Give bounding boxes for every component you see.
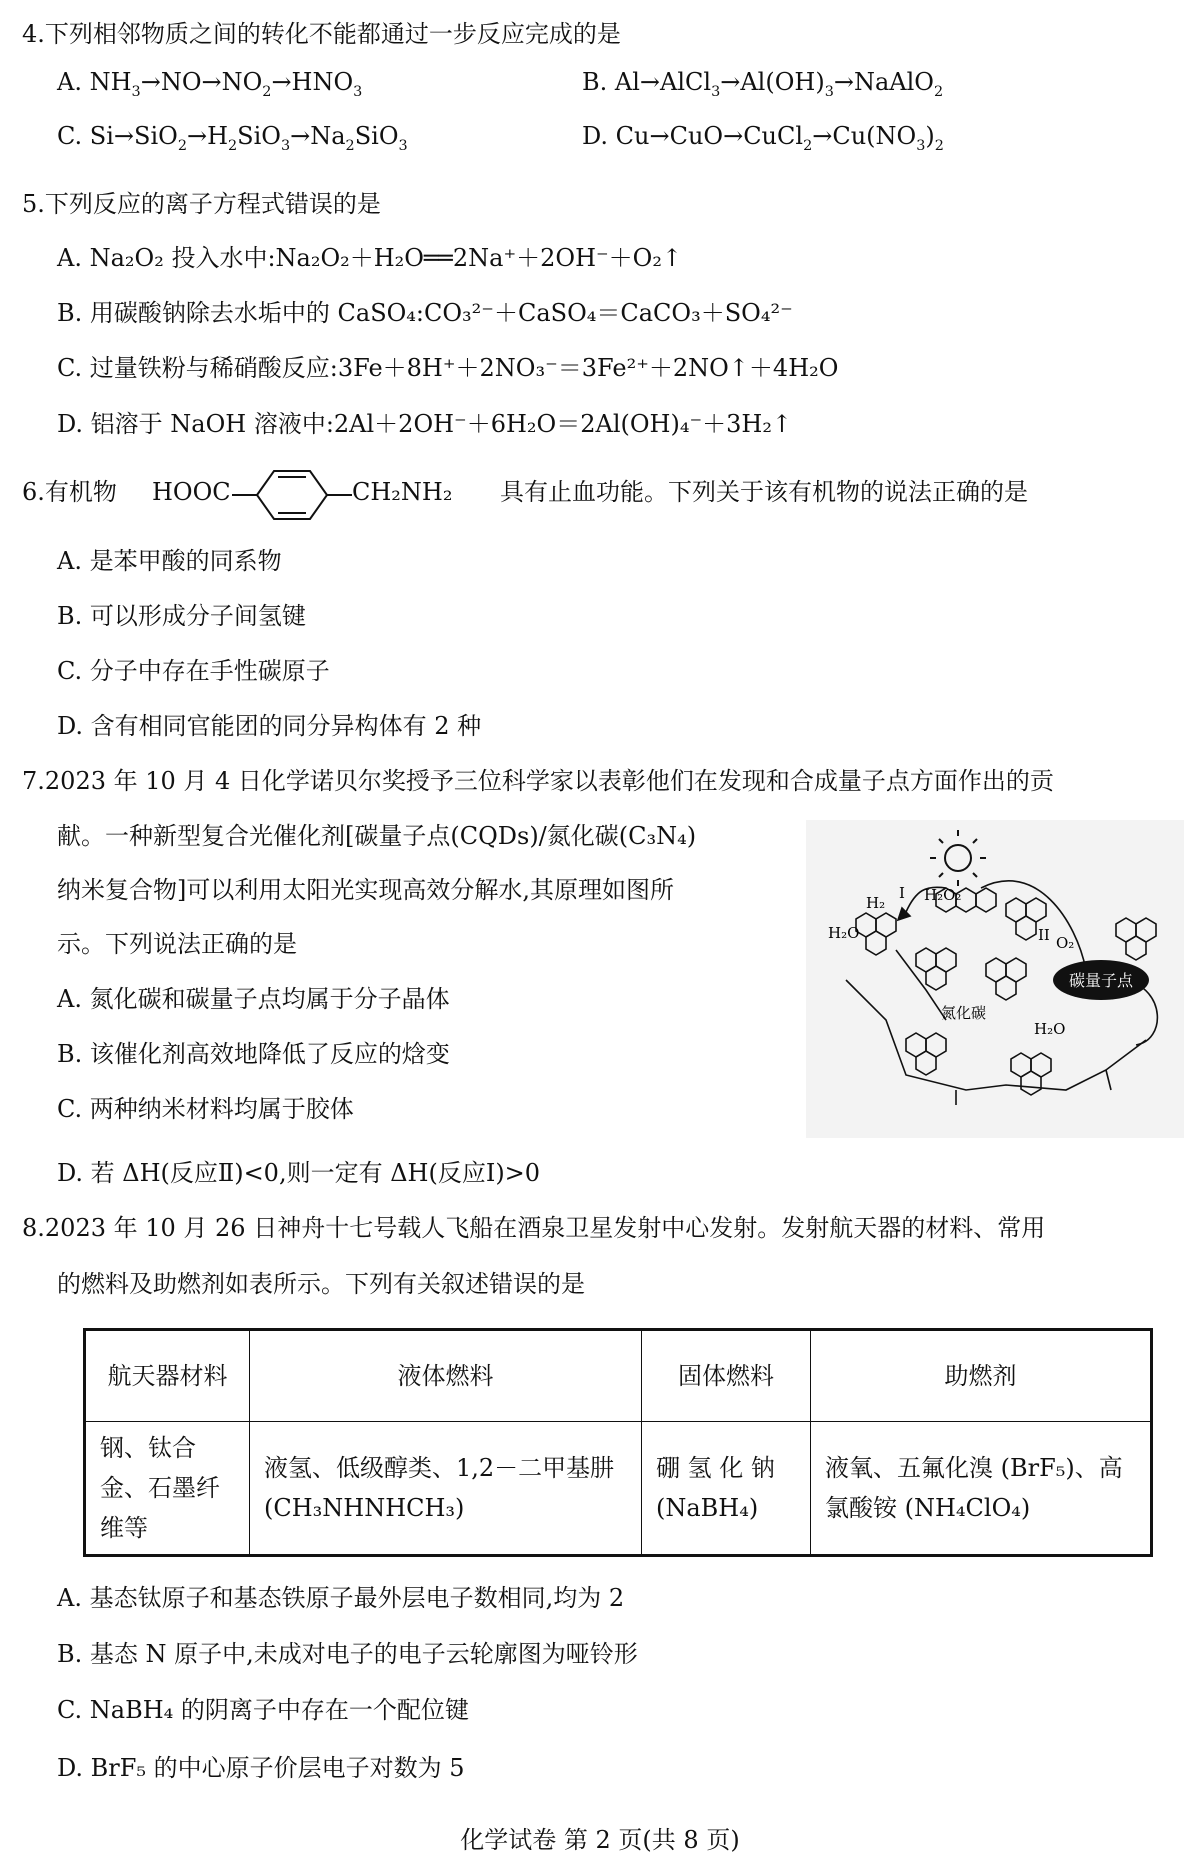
q8-option-c: C. NaBH₄ 的阴离子中存在一个配位键 <box>57 1696 469 1724</box>
h2o-right-label: H₂O <box>1034 1020 1066 1038</box>
q7-stem-line2: 献。一种新型复合光催化剂[碳量子点(CQDs)/氮化碳(C₃N₄) <box>57 822 697 850</box>
table-cell: 钢、钛合金、石墨纤维等 <box>85 1422 250 1556</box>
q8-stem-line1: 8.2023 年 10 月 26 日神舟十七号载人飞船在酒泉卫星发射中心发射。发射航天器的材料、常用 <box>22 1214 1046 1242</box>
q7-option-d: D. 若 ΔH(反应Ⅱ)<0,则一定有 ΔH(反应Ⅰ)>0 <box>57 1159 541 1187</box>
q6-stem-suffix: 具有止血功能。下列关于该有机物的说法正确的是 <box>500 478 1028 506</box>
q4-option-d: D. $Cu\to CuO\to CuCl_2\to Cu(NO_3)_2$ <box>582 122 944 154</box>
q4-stem: 4.下列相邻物质之间的转化不能都通过一步反应完成的是 <box>22 20 621 48</box>
q7-stem-line4: 示。下列说法正确的是 <box>57 930 297 958</box>
spacecraft-materials-table <box>83 1328 1153 1557</box>
reaction-1-label: I <box>899 884 905 902</box>
q6-option-b: B. 可以形成分子间氢键 <box>57 602 306 630</box>
h2-label: H₂ <box>866 894 886 912</box>
table-header: 助燃剂 <box>811 1330 1152 1422</box>
h2o-left-label: H₂O <box>828 924 860 942</box>
q7-stem-line1: 7.2023 年 10 月 4 日化学诺贝尔奖授予三位科学家以表彰他们在发现和合成量子点方面作出的贡 <box>22 767 1054 795</box>
q8-option-b: B. 基态 N 原子中,未成对电子的电子云轮廓图为哑铃形 <box>57 1640 638 1668</box>
q4-option-c: C. $Si\to SiO_2\to H_2SiO_3\to Na_2SiO_3$ <box>57 122 408 154</box>
q6-stem-prefix: 6.有机物 <box>22 478 117 506</box>
q8-option-a: A. 基态钛原子和基态铁原子最外层电子数相同,均为 2 <box>57 1584 625 1612</box>
q6-molecule-left: HOOC <box>152 478 231 506</box>
table-cell: 液氧、五氟化溴 (BrF₅)、高氯酸铵 (NH₄ClO₄) <box>811 1422 1152 1556</box>
q5-option-d: D. 铝溶于 NaOH 溶液中:2Al＋2OH⁻＋6H₂O＝2Al(OH)₄⁻＋3H₂↑ <box>57 410 793 438</box>
q5-option-b: B. 用碳酸钠除去水垢中的 CaSO₄:CO₃²⁻＋CaSO₄＝CaCO₃＋SO₄²⁻ <box>57 299 793 327</box>
q5-stem: 5.下列反应的离子方程式错误的是 <box>22 190 381 218</box>
table-header: 液体燃料 <box>250 1330 642 1422</box>
q7-option-b: B. 该催化剂高效地降低了反应的焓变 <box>57 1040 450 1068</box>
reaction-2-label: II <box>1038 926 1050 944</box>
q5-option-c: C. 过量铁粉与稀硝酸反应:3Fe＋8H⁺＋2NO₃⁻＝3Fe²⁺＋2NO↑＋4H₂O <box>57 354 839 382</box>
q7-option-a: A. 氮化碳和碳量子点均属于分子晶体 <box>57 985 450 1013</box>
q8-option-d: D. BrF₅ 的中心原子价层电子对数为 5 <box>57 1754 465 1782</box>
table-header: 固体燃料 <box>642 1330 811 1422</box>
q4-option-a: A. $NH_3\to NO\to NO_2\to HNO_3$ <box>57 68 363 100</box>
table-cell: 硼 氢 化 钠 (NaBH₄) <box>642 1422 811 1556</box>
q4-option-b: B. $Al\to AlCl_3\to Al(OH)_3\to NaAlO_2$ <box>582 68 944 100</box>
q7-stem-line3: 纳米复合物]可以利用太阳光实现高效分解水,其原理如图所 <box>57 876 674 904</box>
q5-option-a: A. Na₂O₂ 投入水中:Na₂O₂＋H₂O══2Na⁺＋2OH⁻＋O₂↑ <box>57 244 683 272</box>
q7-option-c: C. 两种纳米材料均属于胶体 <box>57 1095 354 1123</box>
q6-option-d: D. 含有相同官能团的同分异构体有 2 种 <box>57 712 482 740</box>
q6-option-c: C. 分子中存在手性碳原子 <box>57 657 330 685</box>
carbon-quantum-dot-label: 碳量子点 <box>1068 971 1134 990</box>
q6-molecule-right: CH₂NH₂ <box>352 478 453 506</box>
carbon-nitride-label: 氮化碳 <box>941 1004 987 1022</box>
q6-option-a: A. 是苯甲酸的同系物 <box>57 547 282 575</box>
table-header: 航天器材料 <box>85 1330 250 1422</box>
o2-label: O₂ <box>1056 934 1075 952</box>
benzene-ring-icon <box>232 465 352 525</box>
photocatalyst-diagram <box>806 820 1184 1138</box>
photocatalyst-figure <box>806 820 1184 1138</box>
page-footer: 化学试卷 第 2 页(共 8 页) <box>460 1826 740 1854</box>
table-cell: 液氢、低级醇类、1,2－二甲基肼 (CH₃NHNHCH₃) <box>250 1422 642 1556</box>
h2o2-label: H₂O₂ <box>924 886 962 904</box>
q8-stem-line2: 的燃料及助燃剂如表所示。下列有关叙述错误的是 <box>57 1270 585 1298</box>
sun-icon <box>930 830 986 886</box>
